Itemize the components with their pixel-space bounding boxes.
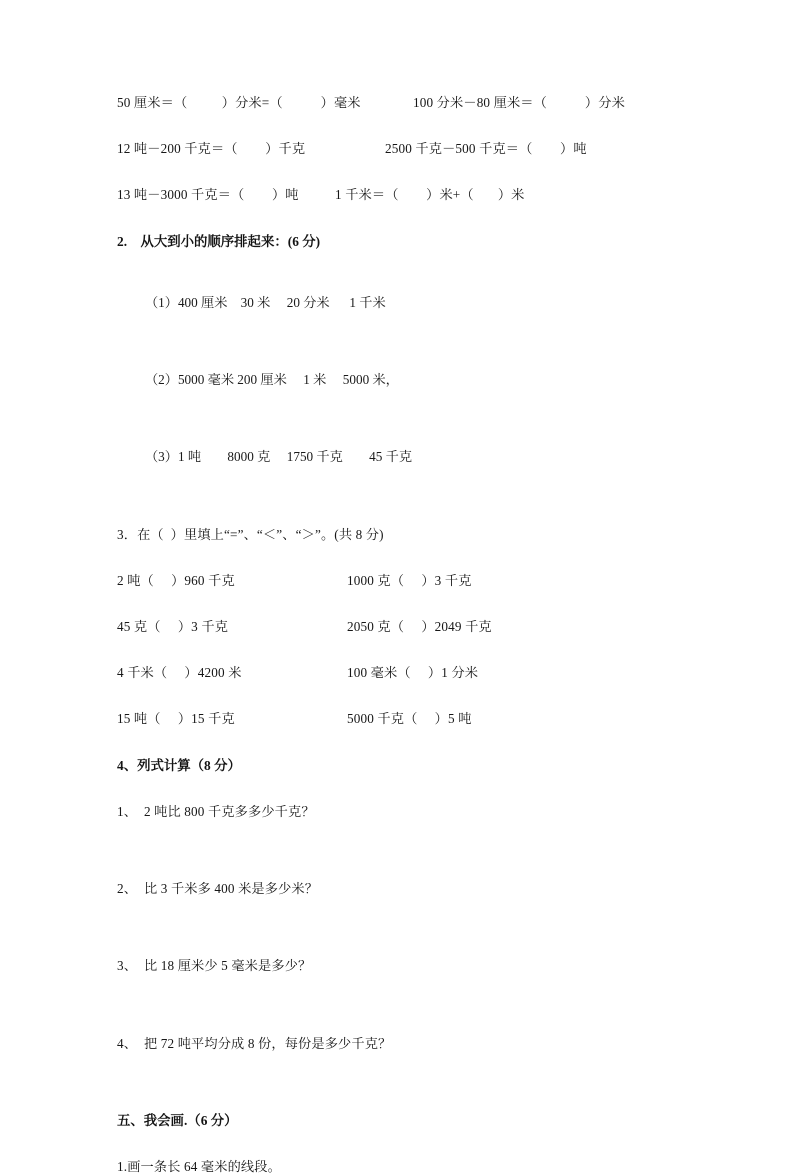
spacer (117, 679, 707, 712)
section-2-number: 2. (117, 233, 128, 249)
fill-in-row (117, 142, 707, 155)
fill-in-row (117, 188, 707, 201)
spacer (117, 973, 707, 1037)
compare-expression-right: 2050 克（ ）2049 千克 (347, 619, 492, 635)
compare-row (117, 620, 707, 633)
fill-in-expression-right: 1 千米＝（ ）米+（ ）米 (335, 187, 525, 203)
spacer (117, 633, 707, 666)
spacer (117, 587, 707, 620)
spacer (117, 309, 707, 373)
spacer (117, 109, 707, 142)
spacer (117, 541, 707, 574)
section-4-item: 3、 比 18 厘米少 5 毫米是多少？ (117, 958, 312, 974)
fill-in-expression-right: 100 分米－80 厘米＝（ ）分米 (413, 95, 625, 110)
spacer (117, 202, 707, 235)
section-5-heading: 五、我会画.（6 分） (117, 1112, 238, 1128)
spacer (117, 726, 707, 759)
compare-row (117, 574, 707, 587)
section-4-item: 4、 把 72 吨平均分成 8 份，每份是多少千克？ (117, 1035, 392, 1051)
section-2-item: （2）5000 毫米 200 厘米 1 米 5000 米， (145, 372, 399, 388)
section-2-title: 从大到小的顺序排起来：(6 分) (140, 233, 321, 249)
spacer (117, 895, 707, 959)
compare-row (117, 712, 707, 725)
section-4-item: 1、 2 吨比 800 千克多多少千克？ (117, 804, 315, 820)
spacer (117, 155, 707, 188)
document-body (117, 96, 707, 1173)
section-4-heading: 4、列式计算（8 分） (117, 757, 241, 773)
spacer (117, 248, 707, 296)
spacer (117, 1127, 707, 1160)
spacer (117, 818, 707, 882)
compare-expression-left: 4 千米（ ）4200 米 (117, 665, 242, 681)
compare-expression-right: 5000 千克（ ）5 吨 (347, 711, 472, 727)
fill-in-expression-left: 12 吨－200 千克＝（ ）千克 (117, 141, 306, 157)
spacer (117, 464, 707, 528)
compare-expression-right: 1000 克（ ）3 千克 (347, 572, 472, 588)
section-2-item: （3）1 吨 8000 克 1750 千克 45 千克 (145, 449, 413, 465)
spacer (117, 772, 707, 805)
compare-expression-left: 15 吨（ ）15 千克 (117, 711, 235, 727)
compare-expression-left: 2 吨（ ）960 千克 (117, 572, 235, 588)
section-2-heading (117, 235, 707, 248)
section-3-heading: 3．在（ ）里填上“=”、“＜”、“＞”。(共 8 分) (117, 526, 384, 542)
fill-in-row (117, 96, 707, 109)
section-2-item: （1）400 厘米 30 米 20 分米 1 千米 (145, 295, 386, 311)
compare-row (117, 666, 707, 679)
spacer (117, 386, 707, 450)
fill-in-expression-left: 50 厘米＝（ ）分米=（ ）毫米 (117, 95, 361, 110)
compare-expression-right: 100 毫米（ ）1 分米 (347, 665, 479, 681)
section-4-item: 2、 比 3 千米多 400 米是多少米？ (117, 881, 319, 897)
fill-in-expression-left: 13 吨－3000 千克＝（ ）吨 (117, 187, 299, 203)
section-5-item: 1.画一条长 64 毫米的线段。 (117, 1159, 281, 1174)
spacer (117, 1050, 707, 1114)
compare-expression-left: 45 克（ ）3 千克 (117, 619, 229, 635)
fill-in-expression-right: 2500 千克－500 千克＝（ ）吨 (385, 141, 587, 157)
